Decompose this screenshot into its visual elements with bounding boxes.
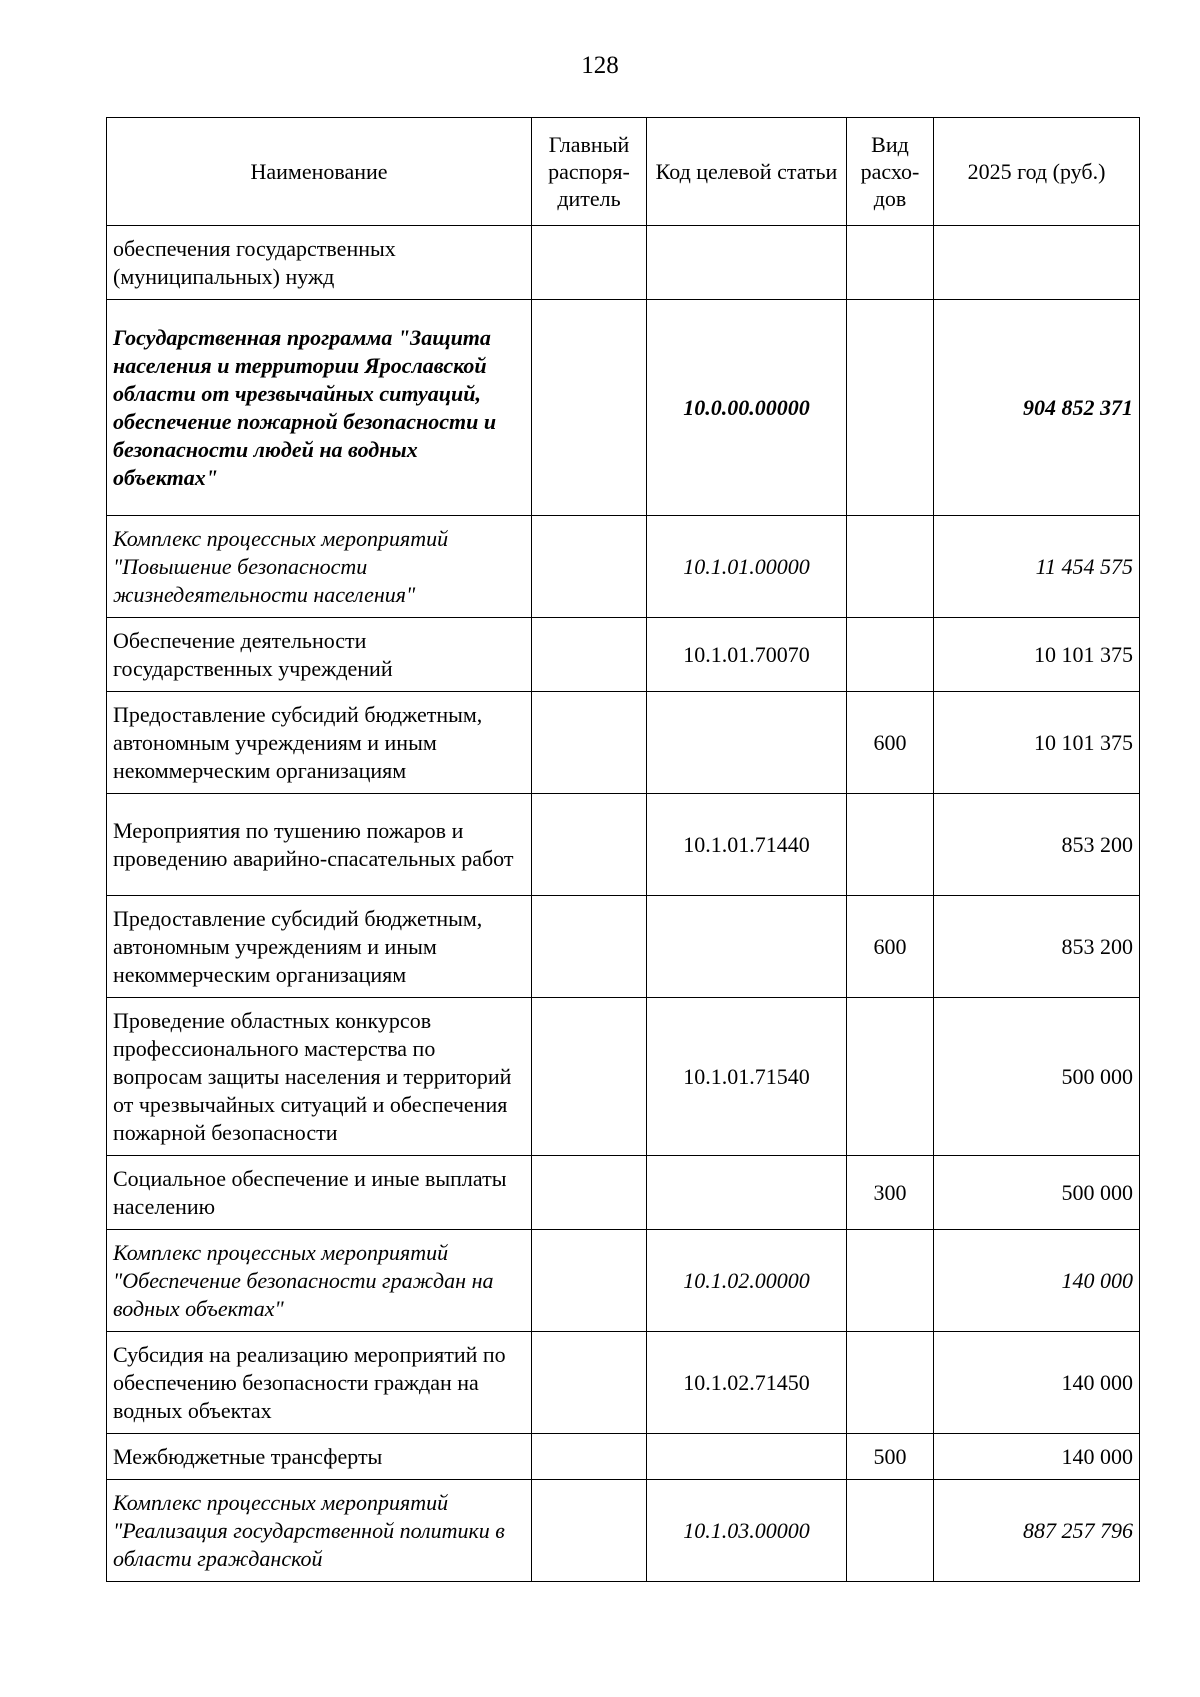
table-row <box>107 300 1140 516</box>
table-row <box>107 618 1140 692</box>
row-code: 10.0.00.00000 <box>647 300 847 516</box>
row-type <box>847 516 934 618</box>
row-type: 600 <box>847 692 934 794</box>
row-code: 10.1.03.00000 <box>647 1480 847 1582</box>
row-type <box>847 794 934 896</box>
row-code <box>647 1156 847 1230</box>
row-code <box>647 1434 847 1480</box>
row-manager <box>532 300 647 516</box>
row-type <box>847 1332 934 1434</box>
row-name: Комплекс процессных мероприятий "Обеспечение безопасности граждан на водных объектах" <box>107 1230 532 1332</box>
header-row <box>107 118 1140 226</box>
row-amount: 853 200 <box>934 896 1140 998</box>
row-type <box>847 1480 934 1582</box>
row-code <box>647 896 847 998</box>
row-code <box>647 226 847 300</box>
table-row <box>107 692 1140 794</box>
table-row <box>107 1230 1140 1332</box>
row-name: Обеспечение деятельности государственных учреждений <box>107 618 532 692</box>
row-type: 500 <box>847 1434 934 1480</box>
row-manager <box>532 516 647 618</box>
table-row <box>107 226 1140 300</box>
row-amount: 500 000 <box>934 1156 1140 1230</box>
header-name: Наименование <box>107 118 532 226</box>
row-manager <box>532 1434 647 1480</box>
row-code: 10.1.02.71450 <box>647 1332 847 1434</box>
row-manager <box>532 226 647 300</box>
row-amount: 140 000 <box>934 1332 1140 1434</box>
row-manager <box>532 1332 647 1434</box>
row-amount: 140 000 <box>934 1230 1140 1332</box>
row-manager <box>532 794 647 896</box>
row-amount: 904 852 371 <box>934 300 1140 516</box>
row-name: обеспечения государственных (муниципальных) нужд <box>107 226 532 300</box>
row-code <box>647 692 847 794</box>
row-amount: 11 454 575 <box>934 516 1140 618</box>
row-type: 300 <box>847 1156 934 1230</box>
table-row <box>107 896 1140 998</box>
table-row <box>107 1434 1140 1480</box>
table-row <box>107 1156 1140 1230</box>
row-type <box>847 226 934 300</box>
row-name: Проведение областных конкурсов профессионального мастерства по вопросам защиты населения и территорий от чрезвычайных ситуаций и обеспечения пожарной безопасности <box>107 998 532 1156</box>
row-manager <box>532 692 647 794</box>
header-amount: 2025 год (руб.) <box>934 118 1140 226</box>
row-type <box>847 998 934 1156</box>
row-manager <box>532 1230 647 1332</box>
row-amount: 887 257 796 <box>934 1480 1140 1582</box>
row-code: 10.1.01.70070 <box>647 618 847 692</box>
table-row <box>107 1480 1140 1582</box>
header-expense-type: Вид расхо-дов <box>847 118 934 226</box>
row-manager <box>532 896 647 998</box>
row-manager <box>532 998 647 1156</box>
table-row <box>107 516 1140 618</box>
row-code: 10.1.01.71540 <box>647 998 847 1156</box>
row-code: 10.1.01.71440 <box>647 794 847 896</box>
table-row <box>107 998 1140 1156</box>
row-amount: 10 101 375 <box>934 618 1140 692</box>
row-name: Государственная программа "Защита населения и территории Ярославской области от чрезвычайных ситуаций, обеспечение пожарной безопасности и безопасности людей на водных объектах" <box>107 300 532 516</box>
page-number: 128 <box>581 52 619 79</box>
row-amount: 853 200 <box>934 794 1140 896</box>
row-manager <box>532 1156 647 1230</box>
row-name: Комплекс процессных мероприятий "Повышение безопасности жизнедеятельности населения" <box>107 516 532 618</box>
row-name: Предоставление субсидий бюджетным, автономным учреждениям и иным некоммерческим организациям <box>107 896 532 998</box>
row-type: 600 <box>847 896 934 998</box>
row-type <box>847 1230 934 1332</box>
row-name: Социальное обеспечение и иные выплаты населению <box>107 1156 532 1230</box>
budget-table <box>106 117 1140 1582</box>
row-manager <box>532 618 647 692</box>
table-row <box>107 794 1140 896</box>
header-manager: Главный распоря-дитель <box>532 118 647 226</box>
row-amount: 10 101 375 <box>934 692 1140 794</box>
row-amount <box>934 226 1140 300</box>
row-name: Комплекс процессных мероприятий "Реализация государственной политики в области гражданской <box>107 1480 532 1582</box>
row-code: 10.1.01.00000 <box>647 516 847 618</box>
header-target-code: Код целевой статьи <box>647 118 847 226</box>
row-amount: 500 000 <box>934 998 1140 1156</box>
row-name: Межбюджетные трансферты <box>107 1434 532 1480</box>
row-name: Мероприятия по тушению пожаров и проведению аварийно-спасательных работ <box>107 794 532 896</box>
row-amount: 140 000 <box>934 1434 1140 1480</box>
row-type <box>847 300 934 516</box>
table-row <box>107 1332 1140 1434</box>
row-name: Предоставление субсидий бюджетным, автономным учреждениям и иным некоммерческим организациям <box>107 692 532 794</box>
row-name: Субсидия на реализацию мероприятий по обеспечению безопасности граждан на водных объектах <box>107 1332 532 1434</box>
row-manager <box>532 1480 647 1582</box>
row-code: 10.1.02.00000 <box>647 1230 847 1332</box>
row-type <box>847 618 934 692</box>
